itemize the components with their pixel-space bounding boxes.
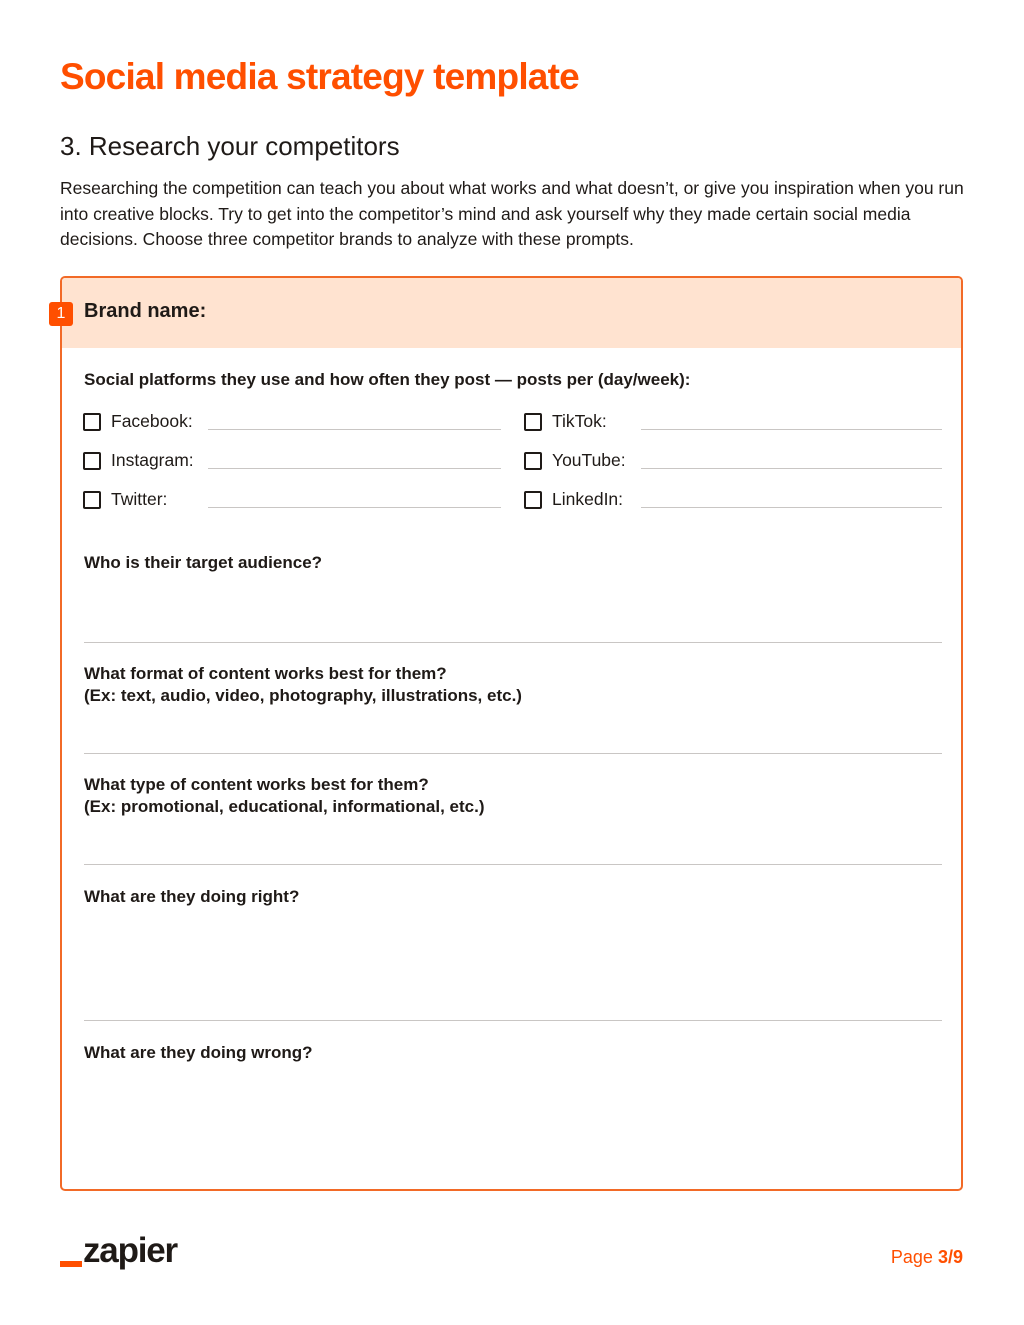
question-example: (Ex: promotional, educational, informational, etc.) <box>84 797 485 816</box>
instagram-checkbox[interactable] <box>83 452 101 470</box>
page-value: 3/9 <box>937 1247 963 1267</box>
answer-line-doing-right[interactable] <box>84 1020 942 1021</box>
logo-underscore-bar <box>60 1261 82 1267</box>
page-prefix: Page <box>890 1247 933 1267</box>
answer-line-target-audience[interactable] <box>84 642 942 643</box>
question-line: Who is their target audience? <box>84 553 323 572</box>
competitor-card <box>56 276 963 1191</box>
answer-line-content-type[interactable] <box>84 864 942 865</box>
platform-label: Instagram: <box>111 450 194 470</box>
question-target-audience <box>84 552 322 574</box>
logo-wordmark: zapier <box>83 1231 177 1270</box>
platform-instagram <box>83 450 503 474</box>
platform-label: TikTok: <box>552 411 607 431</box>
question-example: (Ex: text, audio, video, photography, illustrations, etc.) <box>84 686 522 705</box>
tiktok-fill-line[interactable] <box>641 429 942 430</box>
question-content-format <box>84 663 522 707</box>
question-doing-right <box>84 886 299 908</box>
section-title: 3. Research your competitors <box>60 131 400 161</box>
platform-tiktok <box>524 411 944 435</box>
question-content-type <box>84 774 484 818</box>
tiktok-checkbox[interactable] <box>524 413 542 431</box>
question-line: What are they doing right? <box>84 887 300 906</box>
facebook-fill-line[interactable] <box>208 429 501 430</box>
linkedin-fill-line[interactable] <box>641 507 942 508</box>
linkedin-checkbox[interactable] <box>524 491 542 509</box>
card-header <box>56 278 961 348</box>
twitter-checkbox[interactable] <box>83 491 101 509</box>
document-title: Social media strategy template <box>60 56 579 97</box>
platform-label: Facebook: <box>111 411 193 431</box>
youtube-fill-line[interactable] <box>641 468 942 469</box>
answer-line-content-format[interactable] <box>84 753 942 754</box>
platforms-prompt: Social platforms they use and how often they post — posts per (day/week): <box>84 370 691 389</box>
facebook-checkbox[interactable] <box>83 413 101 431</box>
page-number <box>891 1247 963 1268</box>
platform-facebook <box>83 411 503 435</box>
platform-label: Twitter: <box>111 489 168 509</box>
brand-name-label[interactable]: Brand name: <box>84 300 207 322</box>
platform-youtube <box>524 450 944 474</box>
youtube-checkbox[interactable] <box>524 452 542 470</box>
platform-linkedin <box>524 489 944 513</box>
question-line: What format of content works best for them? <box>84 664 447 683</box>
twitter-fill-line[interactable] <box>208 507 501 508</box>
section-intro: Researching the competition can teach you about what works and what doesn’t, or give you inspiration when you run into creative blocks. Try to get into the competitor’s mind and ask yourself why they made certain social media decisions. Choose three competitor brands to analyze with these prompts. <box>60 178 964 249</box>
question-doing-wrong <box>84 1042 313 1064</box>
platform-twitter <box>83 489 503 513</box>
question-line: What type of content works best for them? <box>84 775 429 794</box>
question-line: What are they doing wrong? <box>84 1043 313 1062</box>
instagram-fill-line[interactable] <box>208 468 501 469</box>
competitor-number-badge: 1 <box>49 302 73 326</box>
platform-label: LinkedIn: <box>552 489 624 509</box>
platform-label: YouTube: <box>552 450 626 470</box>
